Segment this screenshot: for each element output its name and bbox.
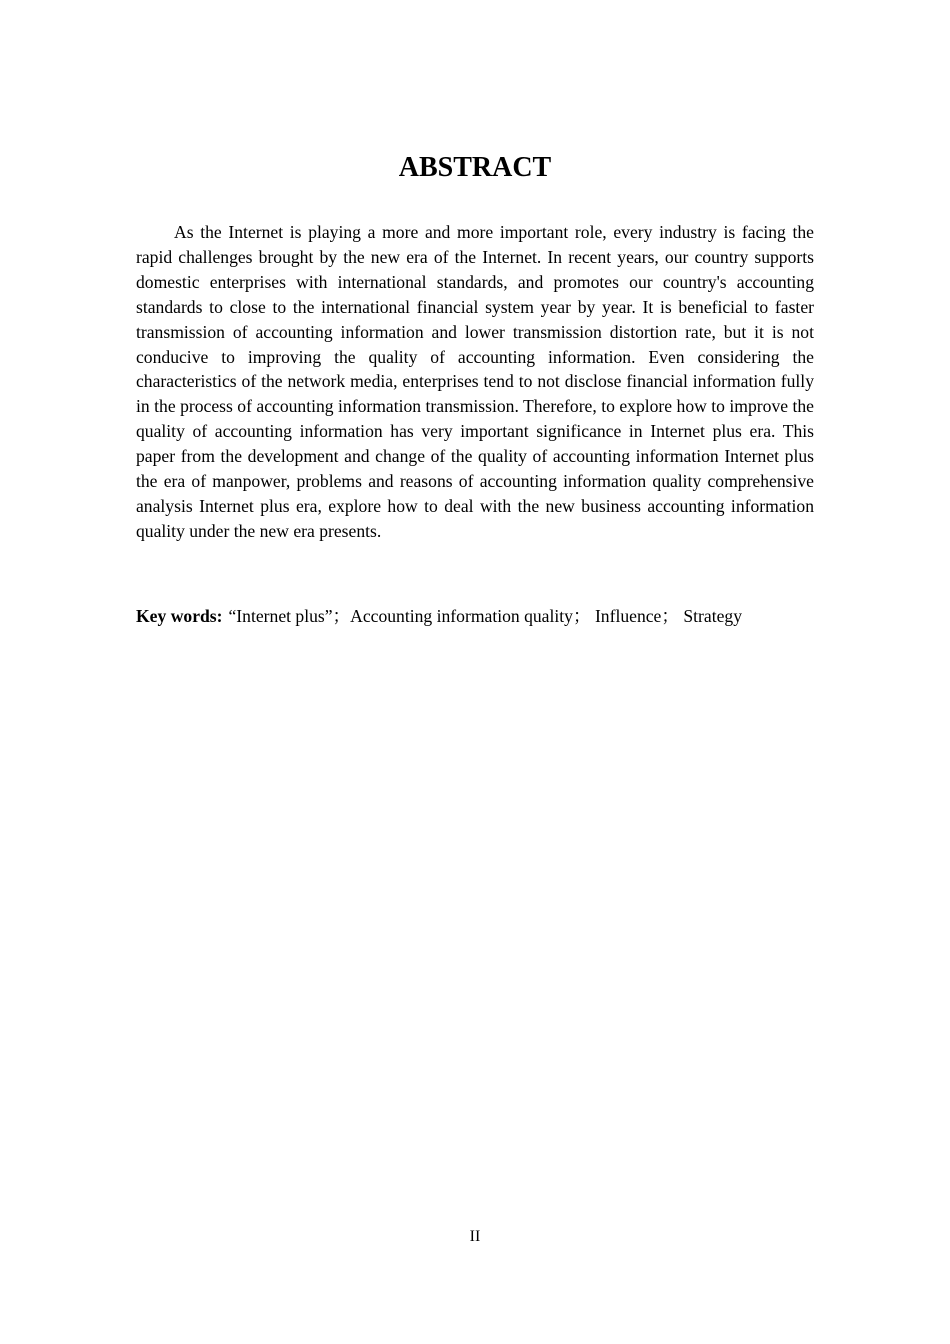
keywords-label: Key words: xyxy=(136,606,223,626)
keywords-line xyxy=(136,604,856,629)
page-title: ABSTRACT xyxy=(398,152,552,183)
keywords-value: “Internet plus”；Accounting information quality； Influence； Strategy xyxy=(228,606,742,626)
page-number: II xyxy=(469,1228,481,1245)
abstract-paragraph: As the Internet is playing a more and more important role, every industry is facing the rapid challenges brought by the new era of the Internet. In recent years, our country supports domestic enterprises with international standards, and promotes our country's accounting standards to close to the international financial system year by year. It is beneficial to faster transmission of accounting information and lower transmission distortion rate, but it is not conducive to improving the quality of accounting information. Even considering the characteristics of the network media, enterprises tend to not disclose financial information fully in the process of accounting information transmission. Therefore, to explore how to improve the quality of accounting information has very important significance in Internet plus era. This paper from the development and change of the quality of accounting information Internet plus the era of manpower, problems and reasons of accounting information quality comprehensive analysis Internet plus era, explore how to deal with the new business accounting information quality under the new era presents. xyxy=(136,222,814,541)
